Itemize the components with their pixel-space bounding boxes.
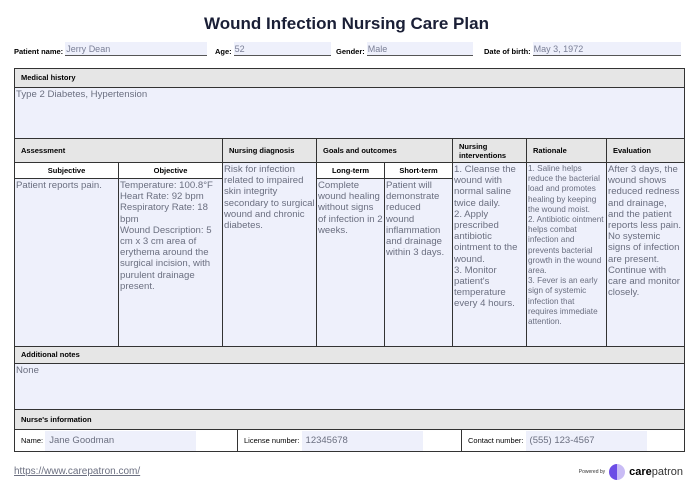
diagnosis-input[interactable]: Risk for infection related to impaired skin integrity secondary to surgical wound and chronic diabetes. [223,163,317,347]
dob-label: Date of birth: [484,47,531,56]
carepatron-logo-icon [609,464,625,480]
rationale-header: Rationale [527,139,607,163]
carepatron-link[interactable]: https://www.carepatron.com/ [14,466,141,477]
short-term-input[interactable]: Patient will demonstrate reduced wound inflammation and drainage within 3 days. [385,179,453,347]
nurse-info-header: Nurse's information [15,410,685,430]
age-input[interactable]: 52 [234,42,331,56]
license-input[interactable]: 12345678 [302,431,424,451]
dob-input[interactable]: May 3, 1972 [533,42,681,56]
patient-name-input[interactable]: Jerry Dean [65,42,207,56]
assessment-header: Assessment [15,139,223,163]
nurse-name-label: Name: [21,435,44,445]
medical-history-header: Medical history [15,69,685,88]
powered-by-label: Powered by [578,469,606,475]
patient-fields [14,42,684,56]
dob-field [484,42,681,56]
license-label: License number: [244,435,300,445]
rationale-input[interactable]: 1. Saline helps reduce the bacterial load and promotes healing by keeping the wound moist. 2. Antibiotic ointment helps combat infection and prevents bacterial growth in the wound area. 3. Fever is an early sign of systemic infection that requires immediate attention. [527,163,607,347]
care-plan-table [14,68,685,430]
subjective-input[interactable]: Patient reports pain. [15,179,119,347]
age-field [215,42,331,56]
gender-label: Gender: [336,47,365,56]
interventions-input[interactable]: 1. Cleanse the wound with normal saline twice daily. 2. Apply prescribed antibiotic ointment to the wound. 3. Monitor patient's temperature every 4 hours. [453,163,527,347]
goals-header: Goals and outcomes [317,139,453,163]
patient-name-field [14,42,207,56]
contact-field [462,430,685,452]
additional-notes-input[interactable]: None [15,364,685,410]
medical-history-input[interactable]: Type 2 Diabetes, Hypertension [15,88,685,139]
nurse-info-table [14,429,685,452]
patient-name-label: Patient name: [14,47,64,56]
nurse-name-input[interactable]: Jane Goodman [45,431,196,451]
objective-input[interactable]: Temperature: 100.8°F Heart Rate: 92 bpm Respiratory Rate: 18 bpm Wound Description: 5 cm x 3 cm area of erythema around the surgical incision, with purulent drainage present. [119,179,223,347]
long-term-header: Long-term [317,163,385,179]
subjective-header: Subjective [15,163,119,179]
license-field [238,430,462,452]
long-term-input[interactable]: Complete wound healing without signs of infection in 2 weeks. [317,179,385,347]
brand-name-rest: patron [651,466,683,478]
additional-notes-header: Additional notes [15,347,685,364]
age-label: Age: [215,47,232,56]
evaluation-input[interactable]: After 3 days, the wound shows reduced redness and drainage, and the patient reports less pain. No systemic signs of infection are present. Continue with care and monitor closely. [607,163,685,347]
contact-input[interactable]: (555) 123-4567 [526,431,647,451]
brand-name-bold: care [629,466,652,478]
nurse-name-field [15,430,238,452]
short-term-header: Short-term [385,163,453,179]
gender-input[interactable]: Male [367,42,473,56]
evaluation-header: Evaluation [607,139,685,163]
powered-by-brand [579,464,683,480]
brand-name [629,466,683,478]
contact-label: Contact number: [468,435,524,445]
objective-header: Objective [119,163,223,179]
page-title: Wound Infection Nursing Care Plan [204,14,489,33]
gender-field [336,42,473,56]
interventions-header: Nursing interventions [453,139,527,163]
diagnosis-header: Nursing diagnosis [223,139,317,163]
